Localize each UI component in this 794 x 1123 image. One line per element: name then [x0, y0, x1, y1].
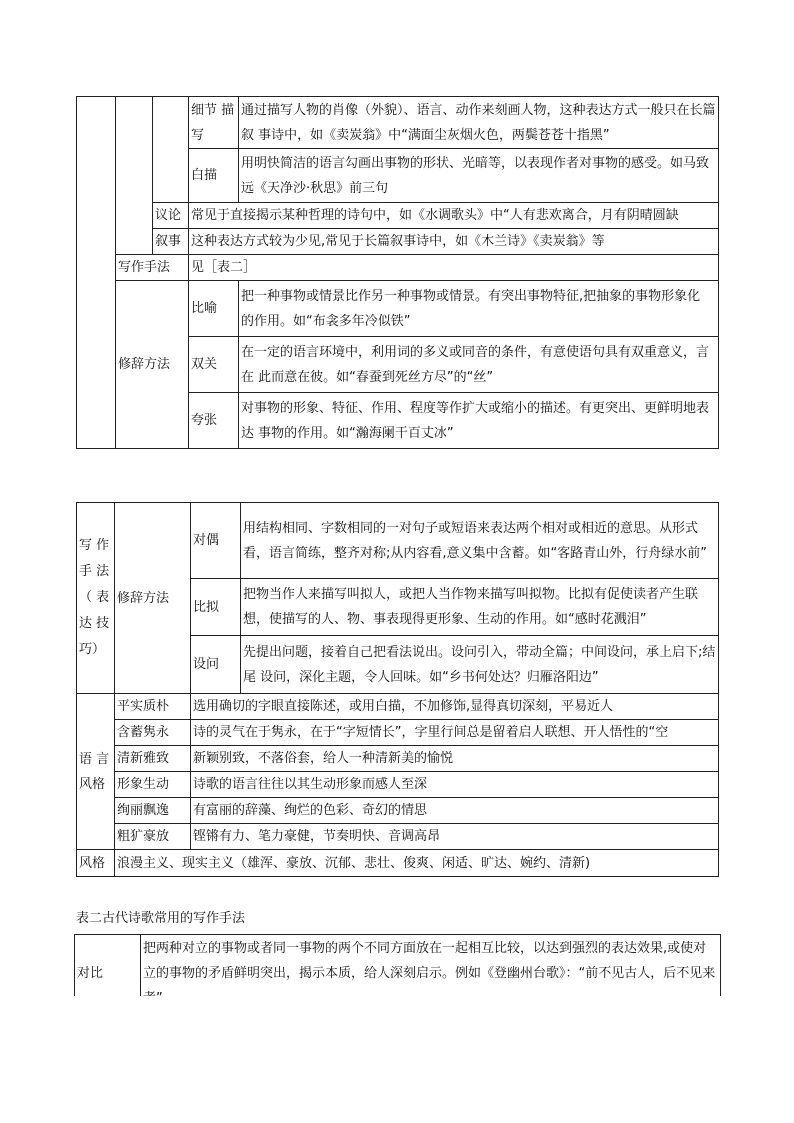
table-row [77, 824, 719, 850]
row-label: 双关 [189, 337, 239, 393]
language-style-label: 语 言 风格 [77, 694, 115, 850]
row-text: 先提出问题，接着自己把看法说出。设问引入，带动全篇；中间设问，承上启下;结尾 设问，深化主题，令人回味。如“乡书何处达？归雁洛阳边” [241, 636, 719, 694]
row-text: 诗歌的语言往往以其生动形象而感人至深 [191, 772, 719, 798]
row-text: 有富丽的辞藻、绚烂的色彩、奇幻的情思 [191, 798, 719, 824]
table-row [77, 229, 719, 255]
table-row [77, 255, 719, 281]
row-label: 细节 描写 [189, 97, 239, 149]
table-row [77, 203, 719, 229]
row-text: 选用确切的字眼直接陈述，或用白描，不加修饰,显得真切深刻，平易近人 [191, 694, 719, 720]
row-text: 诗的灵气在于隽永，在于“字短情长”，字里行间总是留着启人联想、开人悟性的“空 [191, 720, 719, 746]
row-label: 对比 [75, 935, 141, 1012]
table-row [77, 772, 719, 798]
style-label: 风格 [77, 850, 115, 877]
row-text: 浪漫主义、现实主义（雄浑、豪放、沉郁、悲壮、俊爽、闲适、旷达、婉约、清新) [115, 850, 719, 877]
writing-technique-label: 写 作 手 法（ 表 达 技 巧） [77, 503, 115, 694]
row-label: 粗犷豪放 [115, 824, 191, 850]
expression-table-top [76, 96, 719, 449]
row-label: 修辞方法 [116, 281, 189, 449]
table-row [77, 281, 719, 337]
row-label: 夸张 [189, 393, 239, 449]
row-text: 常见于直接揭示某种哲理的诗句中，如《水调歌头》中“人有悲欢离合，月有阴晴圆缺 [189, 203, 719, 229]
row-text: 用结构相同、字数相同的一对句子或短语来表达两个相对或相近的意思。从形式 看，语言简练，整齐对称;从内容看,意义集中含蓄。如“客路青山外，行舟绿水前” [241, 503, 719, 579]
row-text: 铿锵有力、笔力豪健，节奏明快、音调高昂 [191, 824, 719, 850]
row-text: 通过描写人物的肖像（外貌）、语言、动作来刻画人物，这种表达方式一般只在长篇叙 事诗中，如《卖炭翁》中“满面尘灰烟火色，两鬓苍苍十指黑” [239, 97, 719, 149]
table-caption: 表二古代诗歌常用的写作手法 [76, 911, 246, 926]
table-row [77, 97, 719, 149]
row-label: 写作手法 [116, 255, 189, 281]
row-text: 对事物的形象、特征、作用、程度等作扩大或缩小的描述。有更突出、更鲜明地表达 事物的作用。如“瀚海阑干百丈冰” [239, 393, 719, 449]
table-row [77, 720, 719, 746]
row-text: 见［表二］ [189, 255, 719, 281]
row-text: 把物当作人来描写叫拟人，或把人当作物来描写叫拟物。比拟有促使读者产生联 想，使描写的人、物、事表现得更形象、生动的作用。如“感时花溅泪” [241, 579, 719, 636]
row-label: 对偶 [191, 503, 241, 579]
table-row [77, 798, 719, 824]
empty-cell [77, 97, 116, 449]
rhetoric-label: 修辞方法 [115, 503, 191, 694]
row-text: 新颖别致，不落俗套，给人一种清新美的愉悦 [191, 746, 719, 772]
table-row [77, 850, 719, 877]
row-text: 把两种对立的事物或者同一事物的两个不同方面放在一起相互比较，以达到强烈的表达效果,或使对 立的事物的矛盾鲜明突出，揭示本质，给人深刻启示。例如《登幽州台歌》：“前不见古人，后不见来 [141, 935, 721, 1012]
empty-cell [116, 97, 153, 255]
row-label: 清新雅致 [115, 746, 191, 772]
table-row [77, 746, 719, 772]
row-label: 设问 [191, 636, 241, 694]
row-label: 绚丽飘逸 [115, 798, 191, 824]
row-text: 用明快简洁的语言勾画出事物的形状、光暗等，以表现作者对事物的感受。如马致 远《天净沙·秋思》前三句 [239, 149, 719, 203]
row-label: 议论 [153, 203, 189, 229]
row-label: 白描 [189, 149, 239, 203]
row-label: 比拟 [191, 579, 241, 636]
row-text: 在一定的语言环境中，利用词的多义或同音的条件，有意使语句具有双重意义，言在 此而意在彼。如“春蚕到死丝方尽”的“丝” [239, 337, 719, 393]
expression-table-bottom [76, 502, 719, 877]
table-row [77, 694, 719, 720]
row-label: 形象生动 [115, 772, 191, 798]
row-text: 把一种事物或情景比作另一种事物或情景。有突出事物特征,把抽象的事物形象化 的作用。如“布衾多年冷似铁” [239, 281, 719, 337]
empty-cell [153, 97, 189, 203]
page-clip [0, 996, 794, 1123]
row-label: 比喻 [189, 281, 239, 337]
row-label: 平实质朴 [115, 694, 191, 720]
row-text: 这种表达方式较为少见,常见于长篇叙事诗中，如《木兰诗》《卖炭翁》等 [189, 229, 719, 255]
row-label: 叙事 [153, 229, 189, 255]
row-label: 含蓄隽永 [115, 720, 191, 746]
table-row [77, 503, 719, 579]
